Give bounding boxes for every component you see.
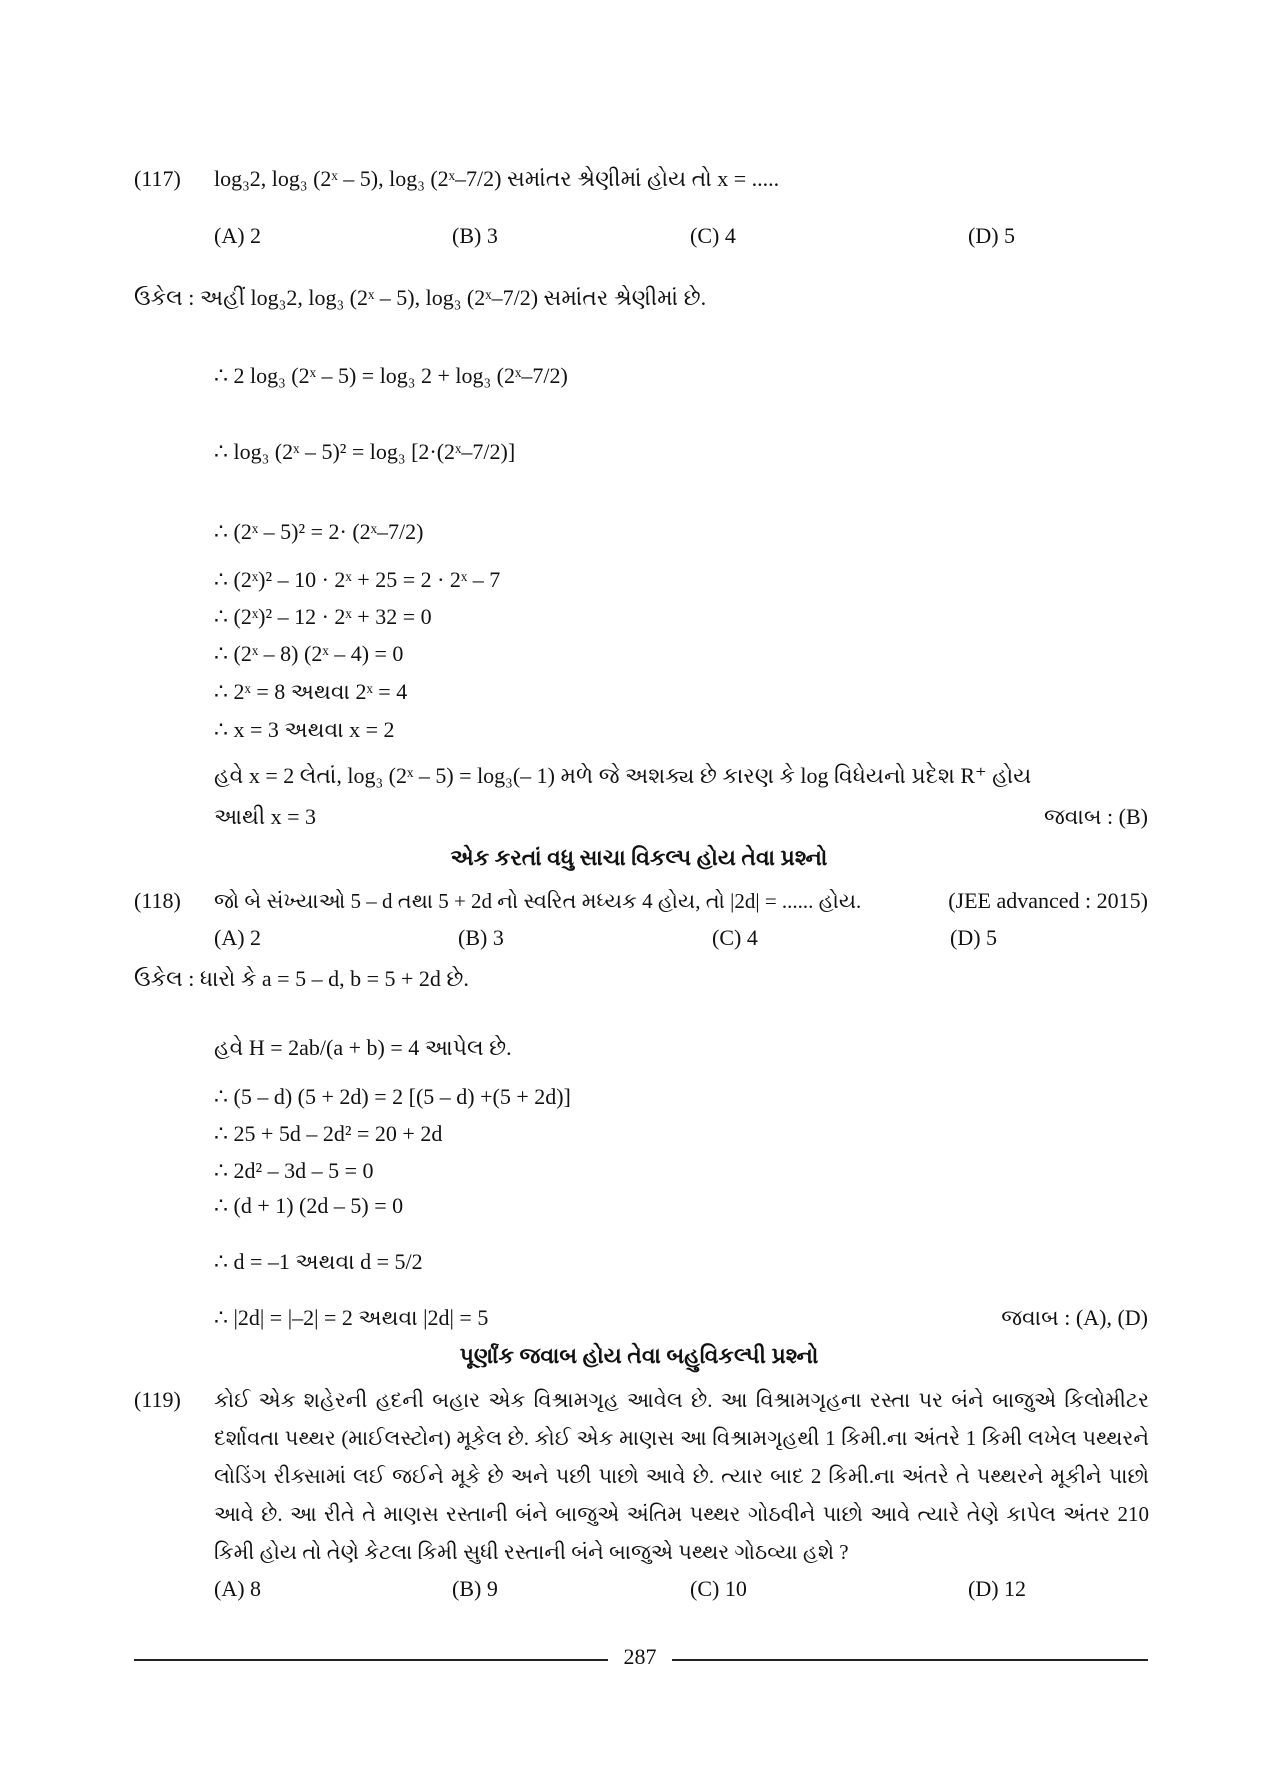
option-a: (A) 8 <box>214 1576 262 1601</box>
option-c: (C) 10 <box>690 1576 747 1601</box>
answer-label: જવાબ : (A), (D) <box>1001 1305 1148 1330</box>
option-a: (A) 2 <box>214 925 262 950</box>
question-text: જો બે સંખ્યાઓ 5 – d તથા 5 + 2d નો સ્વરિત મધ્યક 4 હોય, તો |2d| = ...... હોય. <box>214 889 862 913</box>
question-text: કોઈ એક શહેરની હદની બહાર એક વિશ્રામગૃહ આવેલ છે. આ વિશ્રામગૃહના રસ્તા પર બંને બાજુએ કિલોમીટર દર્શાવતા પથ્થર (માઈલસ્ટોન) મૂકેલ છે. કોઈ એક માણસ આ વિશ્રામગૃહથી 1 કિમી.ના અંતરે 1 કિમી લખેલ પથ્થરને લોડિંગ રીક્સામાં લઈ જઈને મૂકે છે અને પછી પાછો આવે છે. ત્યાર બાદ 2 કિમી.ના અંતરે તે પથ્થરને મૂકીને પાછો આવે છે. આ રીતે તે માણસ રસ્તાની બંને બાજુએ અંતિમ પથ્થર ગોઠવીને પાછો આવે ત્યારે તેણે કાપેલ અંતર 210 કિમી હોય તો તેણે કેટલા કિમી સુધી રસ્તાની બંને બાજુએ પથ્થર ગોઠવ્યા હશે ? <box>214 1388 1149 1564</box>
solution-step: ∴ 25 + 5d – 2d² = 20 + 2d <box>214 1121 443 1146</box>
solution-step: ∴ (2ˣ)² – 10 · 2ˣ + 25 = 2 · 2ˣ – 7 <box>214 567 501 592</box>
question-number: (117) <box>134 166 181 191</box>
footer-rule-right <box>672 1659 1148 1661</box>
answer-label: જવાબ : (B) <box>1043 804 1148 829</box>
solution-step: આથી x = 3 <box>214 804 317 829</box>
solution-step: હવે x = 2 લેતાં, log₃ (2ˣ – 5) = log₃(– 1) મળે જે અશક્ય છે કારણ કે log વિધેયનો પ્રદેશ R⁺ હોય <box>214 763 1032 788</box>
option-b: (B) 3 <box>452 223 498 248</box>
question-text: log₃2, log₃ (2ˣ – 5), log₃ (2ˣ–7/2) સમાંતર શ્રેણીમાં હોય તો x = ..... <box>214 166 780 191</box>
option-d: (D) 5 <box>950 925 998 950</box>
question-source: (JEE advanced : 2015) <box>948 888 1148 913</box>
option-a: (A) 2 <box>214 223 262 248</box>
solution-step: ∴ |2d| = |–2| = 2 અથવા |2d| = 5 <box>214 1305 489 1330</box>
footer-rule-left <box>134 1659 608 1661</box>
section-heading: એક કરતાં વધુ સાચા વિકલ્પ હોય તેવા પ્રશ્નો <box>450 845 828 870</box>
solution-step: હવે H = 2ab/(a + b) = 4 આપેલ છે. <box>214 1035 512 1060</box>
solution-step: ∴ 2ˣ = 8 અથવા 2ˣ = 4 <box>214 679 408 704</box>
option-b: (B) 3 <box>458 925 504 950</box>
solution-step: ∴ d = –1 અથવા d = 5/2 <box>214 1249 423 1274</box>
question-number: (118) <box>134 888 181 913</box>
solution-step: ∴ x = 3 અથવા x = 2 <box>214 717 395 742</box>
solution-step: ∴ (d + 1) (2d – 5) = 0 <box>214 1193 404 1218</box>
solution-step: ∴ 2d² – 3d – 5 = 0 <box>214 1158 374 1183</box>
solution-intro: ઉકેલ : અહીં log₃2, log₃ (2ˣ – 5), log₃ (2ˣ–7/2) સમાંતર શ્રેણીમાં છે. <box>134 285 707 310</box>
solution-step: ∴ (2ˣ – 8) (2ˣ – 4) = 0 <box>214 641 404 666</box>
solution-step: ∴ (2ˣ – 5)² = 2· (2ˣ–7/2) <box>214 519 424 544</box>
option-c: (C) 4 <box>712 925 758 950</box>
question-number: (119) <box>134 1387 181 1412</box>
option-c: (C) 4 <box>690 223 736 248</box>
page-number: 287 <box>623 1644 657 1669</box>
solution-step: ∴ 2 log₃ (2ˣ – 5) = log₃ 2 + log₃ (2ˣ–7/2) <box>214 363 568 388</box>
option-b: (B) 9 <box>452 1576 498 1601</box>
solution-step: ∴ (2ˣ)² – 12 · 2ˣ + 32 = 0 <box>214 604 432 629</box>
solution-step: ∴ log₃ (2ˣ – 5)² = log₃ [2·(2ˣ–7/2)] <box>214 439 516 464</box>
option-d: (D) 12 <box>968 1576 1027 1601</box>
solution-intro: ઉકેલ : ધારો કે a = 5 – d, b = 5 + 2d છે. <box>134 966 469 991</box>
option-d: (D) 5 <box>968 223 1016 248</box>
section-heading: પૂર્ણાંક જવાબ હોય તેવા બહુવિકલ્પી પ્રશ્નો <box>459 1343 819 1368</box>
solution-step: ∴ (5 – d) (5 + 2d) = 2 [(5 – d) +(5 + 2d)] <box>214 1084 571 1109</box>
